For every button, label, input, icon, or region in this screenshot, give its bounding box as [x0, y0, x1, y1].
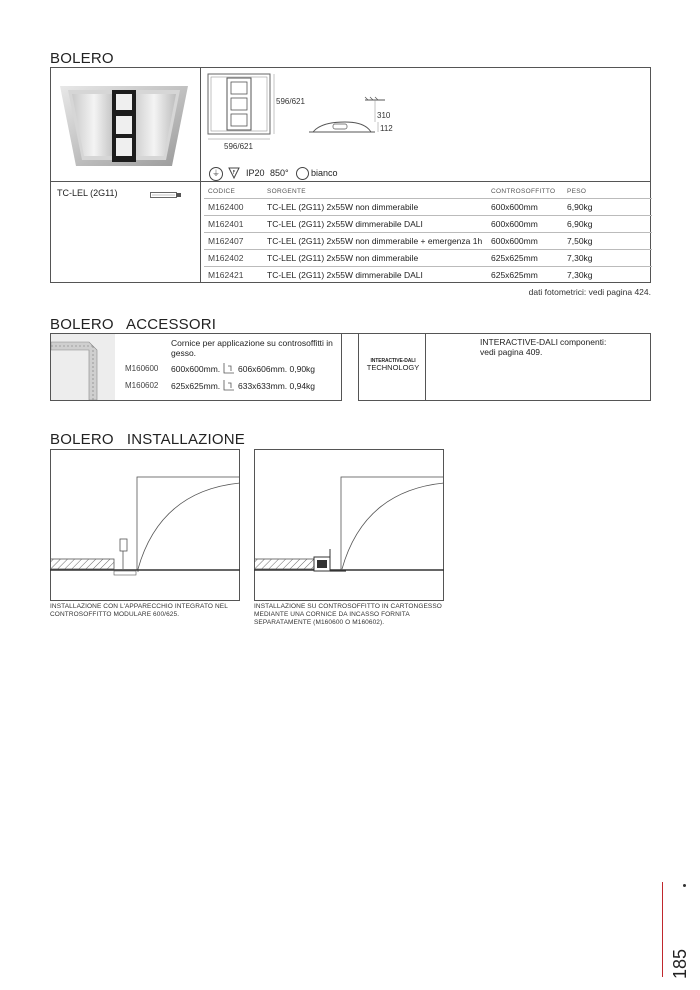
product-photo [60, 80, 188, 172]
technical-drawing [205, 72, 405, 152]
row-ceiling: 625x625mm [487, 250, 563, 267]
dali-divider [425, 334, 426, 400]
table-row [204, 199, 652, 216]
dali-logo-bottom: TECHNOLOGY [366, 363, 420, 372]
row-source: TC-LEL (2G11) 2x55W non dimmerabile + emergenza 1h [263, 233, 487, 250]
accessory-cutout: 633x633mm. 0,94kg [238, 381, 316, 391]
photometric-note: dati fotometrici: vedi pagina 424. [528, 287, 651, 297]
accessory-cutout: 606x606mm. 0,90kg [238, 364, 316, 374]
header-sorgente: SORGENTE [267, 187, 306, 195]
row-weight: 6,90kg [563, 199, 652, 216]
table-row [204, 267, 652, 284]
dim-310: 310 [377, 111, 391, 120]
header-codice: CODICE [208, 187, 236, 195]
dali-text: INTERACTIVE-DALI [480, 337, 558, 347]
lamp-tube-icon [150, 192, 182, 198]
earth-icon: ⏚ [209, 167, 223, 181]
section-title-bolero: BOLERO [50, 50, 114, 67]
accessory-description: Cornice per applicazione su controsoffitti in gesso. [171, 338, 333, 358]
frame-hdivider [50, 181, 651, 182]
row-weight: 7,30kg [563, 250, 652, 267]
accessory-size: 625x625mm. [171, 381, 221, 391]
dim-top-right: 596/621 [276, 97, 305, 106]
row-ceiling: 600x600mm [487, 199, 563, 216]
row-code: M162407 [204, 233, 263, 250]
header-controsoffitto: CONTROSOFFITTO [491, 187, 556, 195]
section-title-installazione: BOLERO INSTALLAZIONE [50, 431, 246, 448]
row-source: TC-LEL (2G11) 2x55W dimmerabile DALI [263, 267, 487, 284]
row-weight: 6,90kg [563, 216, 652, 233]
row-ceiling: 625x625mm [487, 267, 563, 284]
lamp-label: TC-LEL (2G11) [57, 188, 118, 198]
table-row [204, 250, 652, 267]
cutout-icon [223, 362, 235, 374]
table-row [204, 233, 652, 250]
dali-logo-top: INTERACTIVE-DALI [370, 358, 416, 364]
row-ceiling: 600x600mm [487, 216, 563, 233]
dim-112: 112 [380, 124, 393, 133]
installation-caption-1: INSTALLAZIONE CON L'APPARECCHIO INTEGRATO NEL CONTROSOFFITTO MODULARE 600/625. [50, 603, 228, 618]
dali-text-line2: vedi pagina 409. [480, 347, 543, 357]
accessory-code: M160602 [125, 381, 159, 390]
table-header [204, 184, 652, 199]
row-ceiling: 600x600mm [487, 233, 563, 250]
frame-accessory-photo [51, 334, 115, 400]
flammable-surface-icon [228, 167, 240, 179]
accessory-size: 600x600mm. [171, 364, 221, 374]
row-source: TC-LEL (2G11) 2x55W dimmerabile DALI [263, 216, 487, 233]
dim-bottom: 596/621 [224, 142, 253, 151]
section-title-accessori: BOLERO ACCESSORI [50, 316, 217, 333]
ip-rating: IP20 [246, 168, 265, 178]
svg-text:F: F [232, 170, 236, 176]
row-code: M162421 [204, 267, 263, 284]
color-swatch-icon [296, 167, 309, 180]
cutout-icon [223, 379, 235, 391]
row-code: M162401 [204, 216, 263, 233]
frame-divider [200, 67, 201, 283]
accessory-code: M160600 [125, 364, 159, 373]
dali-text-right: componenti: [560, 337, 607, 347]
table-row [204, 216, 652, 233]
installation-caption-2: INSTALLAZIONE SU CONTROSOFFITTO IN CARTONGESSO MEDIANTE UNA CORNICE DA INCASSO FORNITA SEPARATAMENTE (M160600 O M160602). [254, 603, 442, 626]
row-code: M162400 [204, 199, 263, 216]
header-peso: PESO [567, 187, 587, 195]
color-label: bianco [311, 168, 338, 178]
row-code: M162402 [204, 250, 263, 267]
temp-rating: 850° [270, 168, 289, 178]
row-source: TC-LEL (2G11) 2x55W non dimmerabile [263, 199, 487, 216]
page-number: 185 [670, 948, 690, 980]
installation-diagram-2 [254, 449, 444, 601]
row-weight: 7,30kg [563, 267, 652, 284]
page-accent-line [662, 882, 663, 977]
row-source: TC-LEL (2G11) 2x55W non dimmerabile [263, 250, 487, 267]
row-weight: 7,50kg [563, 233, 652, 250]
page-dot [683, 884, 686, 887]
installation-diagram-1 [50, 449, 240, 601]
product-table [204, 184, 652, 283]
